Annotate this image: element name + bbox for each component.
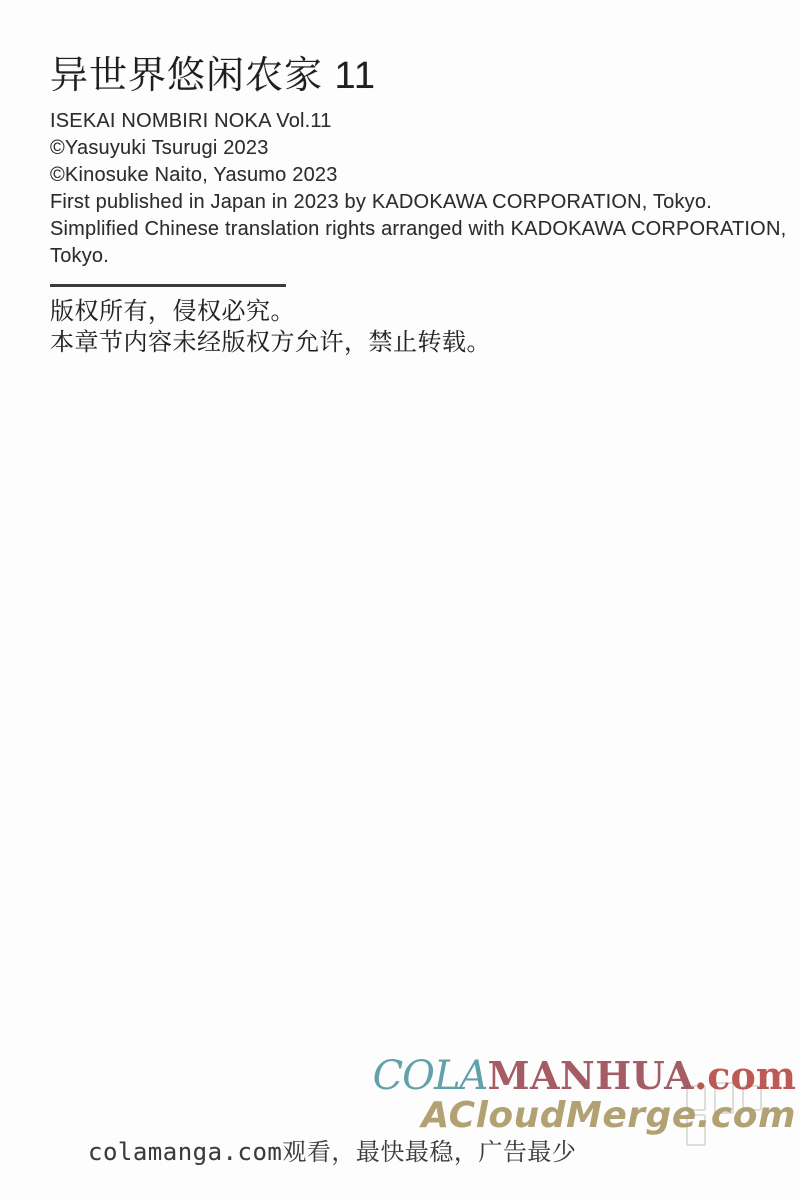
publication-line-first-published: First published in Japan in 2023 by KADOKAWA CORPORATION, Tokyo. bbox=[50, 191, 712, 213]
publication-info-block bbox=[50, 108, 786, 270]
watermark-com-text: .com bbox=[694, 1053, 796, 1098]
publication-line-tokyo: Tokyo. bbox=[50, 245, 110, 267]
copyright-notice-line-2: 本章节内容未经版权方允许，禁止转载。 bbox=[50, 329, 491, 356]
watermark-manhua-text: MANHUA bbox=[487, 1053, 695, 1098]
footer-caption: colamanga.com观看，最快最稳，广告最少 bbox=[88, 1138, 577, 1166]
watermark-colamanhua bbox=[372, 1053, 796, 1099]
publication-line-romaji-title: ISEKAI NOMBIRI NOKA Vol.11 bbox=[50, 110, 332, 132]
publication-line-copyright-2: ©Kinosuke Naito, Yasumo 2023 bbox=[50, 164, 338, 186]
publication-line-copyright-1: ©Yasuyuki Tsurugi 2023 bbox=[50, 137, 269, 159]
copyright-notice-block bbox=[50, 296, 491, 358]
page-title: 异世界悠闲农家 11 bbox=[50, 55, 377, 97]
publication-line-translation-rights: Simplified Chinese translation rights arranged with KADOKAWA CORPORATION, bbox=[50, 218, 787, 240]
watermark-acloudmerge-text: ACloudMerge.com bbox=[421, 1095, 796, 1136]
watermark-cola-text: COLA bbox=[372, 1053, 488, 1099]
copyright-notice-line-1: 版权所有，侵权必究。 bbox=[50, 298, 295, 325]
site-watermark bbox=[372, 1053, 796, 1136]
divider-line bbox=[50, 284, 286, 287]
